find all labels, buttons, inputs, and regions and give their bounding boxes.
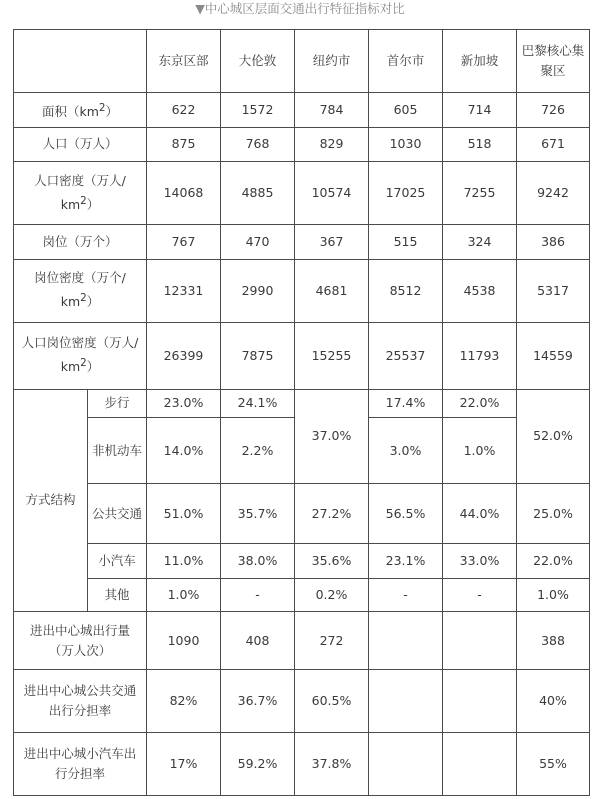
cell: 605 [369, 92, 443, 127]
cell: 17% [147, 732, 221, 795]
cell: 470 [221, 225, 295, 260]
cell: 60.5% [295, 669, 369, 732]
cell: 272 [295, 612, 369, 670]
label-car-share: 进出中心城小汽车出行分担率 [14, 732, 147, 795]
cell: 23.0% [147, 389, 221, 417]
empty-cell [443, 612, 517, 670]
cell: 3.0% [369, 418, 443, 484]
row-jobs [14, 225, 590, 260]
cell: 622 [147, 92, 221, 127]
indicator-table [13, 29, 590, 796]
label-pop-density: 人口密度（万人/ $km^2$） [14, 162, 147, 225]
cell: 37.8% [295, 732, 369, 795]
label-area: 面积$(km^2)$ [14, 92, 147, 127]
empty-cell [369, 669, 443, 732]
cell: 829 [295, 127, 369, 162]
cell: 4885 [221, 162, 295, 225]
cell: 15255 [295, 322, 369, 389]
cell: 33.0% [443, 544, 517, 579]
cell: 44.0% [443, 484, 517, 544]
row-transit-share [14, 669, 590, 732]
label-popjob-density: 人口岗位密度（万人/ $km^2$） [14, 322, 147, 389]
cell: 388 [517, 612, 590, 670]
table-caption: ▼中心城区层面交通出行特征指标对比 [195, 1, 405, 16]
cell: 367 [295, 225, 369, 260]
cell: 7875 [221, 322, 295, 389]
label-transit: 公共交通 [88, 484, 147, 544]
cell: 2990 [221, 259, 295, 322]
cell: 408 [221, 612, 295, 670]
corner-cell [14, 30, 147, 93]
cell: 515 [369, 225, 443, 260]
cell: 324 [443, 225, 517, 260]
cell: 9242 [517, 162, 590, 225]
cell: 26399 [147, 322, 221, 389]
cell: 767 [147, 225, 221, 260]
label-mode-structure: 方式结构 [14, 389, 88, 611]
label-population: 人口（万人） [14, 127, 147, 162]
cell: 11.0% [147, 544, 221, 579]
cell: 1.0% [517, 578, 590, 612]
cell: 51.0% [147, 484, 221, 544]
label-car: 小汽车 [88, 544, 147, 579]
cell: 55% [517, 732, 590, 795]
cell: 22.0% [517, 544, 590, 579]
cell: 35.7% [221, 484, 295, 544]
cell: 14559 [517, 322, 590, 389]
label-other: 其他 [88, 578, 147, 612]
label-jobs: 岗位（万个） [14, 225, 147, 260]
cell: 25.0% [517, 484, 590, 544]
cell: 35.6% [295, 544, 369, 579]
row-popjob-density [14, 322, 590, 389]
row-mode-transit [14, 484, 590, 544]
cell: - [221, 578, 295, 612]
cell: 671 [517, 127, 590, 162]
cell: 22.0% [443, 389, 517, 417]
cell: 386 [517, 225, 590, 260]
cell: 4538 [443, 259, 517, 322]
cell: 40% [517, 669, 590, 732]
header-london: 大伦敦 [221, 30, 295, 93]
label-walk: 步行 [88, 389, 147, 417]
header-row [14, 30, 590, 93]
cell: 768 [221, 127, 295, 162]
row-area [14, 92, 590, 127]
cell: 27.2% [295, 484, 369, 544]
label-nmv: 非机动车 [88, 418, 147, 484]
cell: 59.2% [221, 732, 295, 795]
cell: 7255 [443, 162, 517, 225]
cell: 25537 [369, 322, 443, 389]
header-paris: 巴黎核心集聚区 [517, 30, 590, 93]
cell: 2.2% [221, 418, 295, 484]
cell: 726 [517, 92, 590, 127]
label-job-density: 岗位密度（万个/ $km^2$） [14, 259, 147, 322]
cell: 1572 [221, 92, 295, 127]
cell: 714 [443, 92, 517, 127]
cell: 17.4% [369, 389, 443, 417]
label-center-trips: 进出中心城出行量（万人次） [14, 612, 147, 670]
empty-cell [443, 732, 517, 795]
cell: 23.1% [369, 544, 443, 579]
row-mode-walk [14, 389, 590, 417]
cell: 1.0% [147, 578, 221, 612]
header-tokyo: 东京区部 [147, 30, 221, 93]
row-center-trips [14, 612, 590, 670]
cell: - [443, 578, 517, 612]
cell: 12331 [147, 259, 221, 322]
cell: 1090 [147, 612, 221, 670]
cell: 24.1% [221, 389, 295, 417]
empty-cell [369, 732, 443, 795]
empty-cell [369, 612, 443, 670]
label-transit-share: 进出中心城公共交通出行分担率 [14, 669, 147, 732]
cell: 0.2% [295, 578, 369, 612]
cell: 36.7% [221, 669, 295, 732]
cell: 518 [443, 127, 517, 162]
cell: 1.0% [443, 418, 517, 484]
empty-cell [443, 669, 517, 732]
row-mode-other [14, 578, 590, 612]
cell: 17025 [369, 162, 443, 225]
cell: 82% [147, 669, 221, 732]
header-singapore: 新加坡 [443, 30, 517, 93]
cell-paris-walk-nmv: 52.0% [517, 389, 590, 483]
row-population [14, 127, 590, 162]
cell: 14.0% [147, 418, 221, 484]
row-pop-density [14, 162, 590, 225]
cell: 56.5% [369, 484, 443, 544]
cell: - [369, 578, 443, 612]
cell: 8512 [369, 259, 443, 322]
header-seoul: 首尔市 [369, 30, 443, 93]
row-car-share [14, 732, 590, 795]
cell: 14068 [147, 162, 221, 225]
cell: 784 [295, 92, 369, 127]
cell: 5317 [517, 259, 590, 322]
row-mode-car [14, 544, 590, 579]
cell: 38.0% [221, 544, 295, 579]
cell-newyork-walk-nmv: 37.0% [295, 389, 369, 483]
cell: 1030 [369, 127, 443, 162]
cell: 11793 [443, 322, 517, 389]
cell: 10574 [295, 162, 369, 225]
cell: 4681 [295, 259, 369, 322]
row-job-density [14, 259, 590, 322]
header-newyork: 纽约市 [295, 30, 369, 93]
cell: 875 [147, 127, 221, 162]
